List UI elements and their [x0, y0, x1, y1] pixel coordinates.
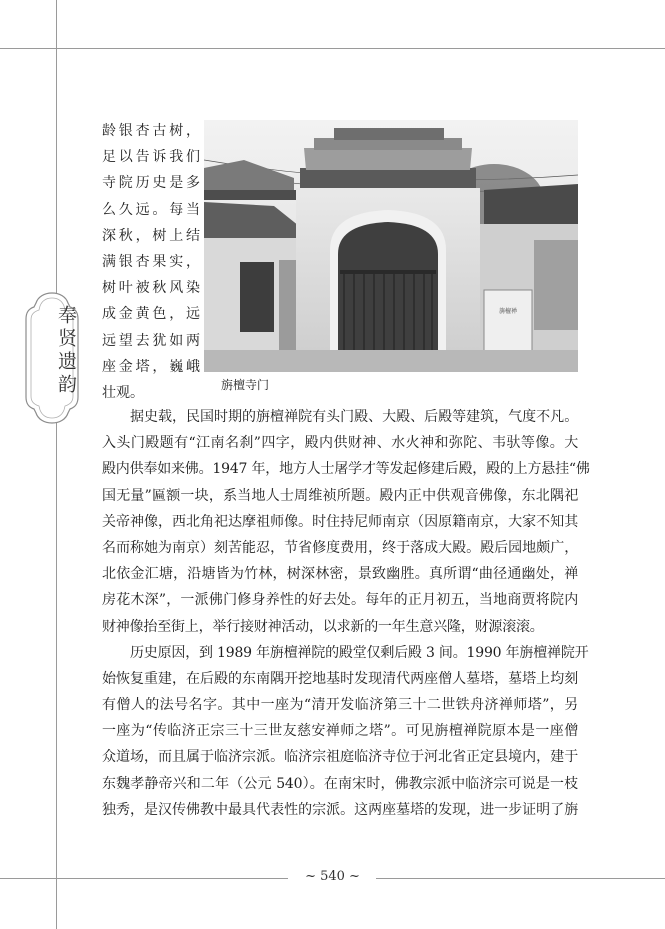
side-text-line: 远望去犹如两 — [102, 332, 200, 349]
paragraph-line: 名而称她为南京）刻苦能忍，节省修度费用，终于落成大殿。殿后园地颇广， — [102, 539, 578, 556]
paragraph-line: 历史原因，到 1989 年旃檀禅院的殿堂仅剩后殿 3 间。1990 年旃檀禅院开 — [130, 644, 589, 661]
side-text-line: 龄银杏古树， — [102, 123, 200, 139]
side-text-line: 树叶被秋风染 — [102, 280, 200, 297]
paragraph-line: 关帝神像，西北角祀达摩祖师像。时住持尼师南京（因原籍南京，大家不知其 — [102, 513, 578, 530]
temple-gate-illustration — [204, 120, 578, 372]
side-text-line: 寺院历史是多 — [102, 175, 200, 192]
paragraph-line: 殿内供奉如来佛。1947 年，地方人士屠学才等发起修建后殿，殿的上方悬挂“佛 — [102, 461, 590, 478]
side-text-line: 座金塔，巍峨 — [102, 358, 200, 375]
paragraph-line: 北依金汇塘，沿塘皆为竹林，树深林密，景致幽胜。真所谓“曲径通幽处，禅 — [102, 566, 578, 583]
margin-label-char: 贤 — [55, 328, 77, 351]
margin-label-char: 遗 — [55, 351, 77, 374]
paragraph-line: 东魏孝静帝兴和二年（公元 540）。在南宋时，佛教宗派中临济宗可说是一枝 — [102, 775, 578, 792]
paragraph-line: 房花木深”，一派佛门修身养性的好去处。每年的正月初五，当地商贾将院内 — [102, 592, 578, 609]
side-text-line: 满银杏果实， — [102, 253, 200, 270]
paragraph-line: 财神像抬至街上，举行接财神活动，以求新的一年生意兴隆，财源滚滚。 — [102, 618, 544, 635]
body-text — [102, 404, 590, 823]
side-text-line: 壮观。 — [102, 384, 144, 401]
paragraph-line: 入头门殿题有“江南名刹”四字，殿内供财神、水火神和弥陀、韦驮等像。大 — [102, 435, 578, 452]
paragraph-line: 有僧人的法号名字。其中一座为“清开发临济第三十二世铁舟济禅师塔”，另 — [102, 697, 578, 714]
left-margin-rule — [56, 0, 57, 929]
margin-tab — [24, 291, 80, 425]
margin-label-char: 奉 — [55, 305, 77, 328]
paragraph-line: 一座为“传临济正宗三十三世友慈安禅师之塔”。可见旃檀禅院原本是一座僧 — [102, 723, 578, 740]
side-text-line: 足以告诉我们 — [102, 149, 200, 166]
paragraph-line: 众道场，而且属于临济宗派。临济宗祖庭临济寺位于河北省正定县境内，建于 — [102, 749, 578, 766]
page-number: ~ 540 ~ — [305, 869, 360, 884]
plaque-text: 旃檀禅 — [498, 308, 518, 315]
side-text-line: 成金黄色，远 — [102, 306, 200, 323]
paragraph-line: 独秀，是汉传佛教中最具代表性的宗派。这两座墓塔的发现，进一步证明了旃 — [102, 801, 578, 818]
side-text — [102, 118, 200, 406]
paragraph-line: 始恢复重建，在后殿的东南隅开挖地基时发现清代两座僧人墓塔，墓塔上均刻 — [102, 670, 578, 687]
side-text-line: 深秋，树上结 — [102, 227, 200, 244]
margin-label — [24, 305, 80, 397]
margin-label-char: 韵 — [55, 374, 77, 397]
photo-caption: 旃檀寺门 — [221, 378, 270, 392]
paragraph-line: 据史载，民国时期的旃檀禅院有头门殿、大殿、后殿等建筑，气度不凡。 — [130, 409, 578, 425]
temple-gate-photo — [204, 120, 578, 372]
paragraph-line: 国无量”匾额一块，系当地人士周维祯所题。殿内正中供观音佛像，东北隅祀 — [102, 487, 578, 504]
side-text-line: 么久远。每当 — [102, 201, 200, 218]
top-rule — [0, 48, 665, 49]
